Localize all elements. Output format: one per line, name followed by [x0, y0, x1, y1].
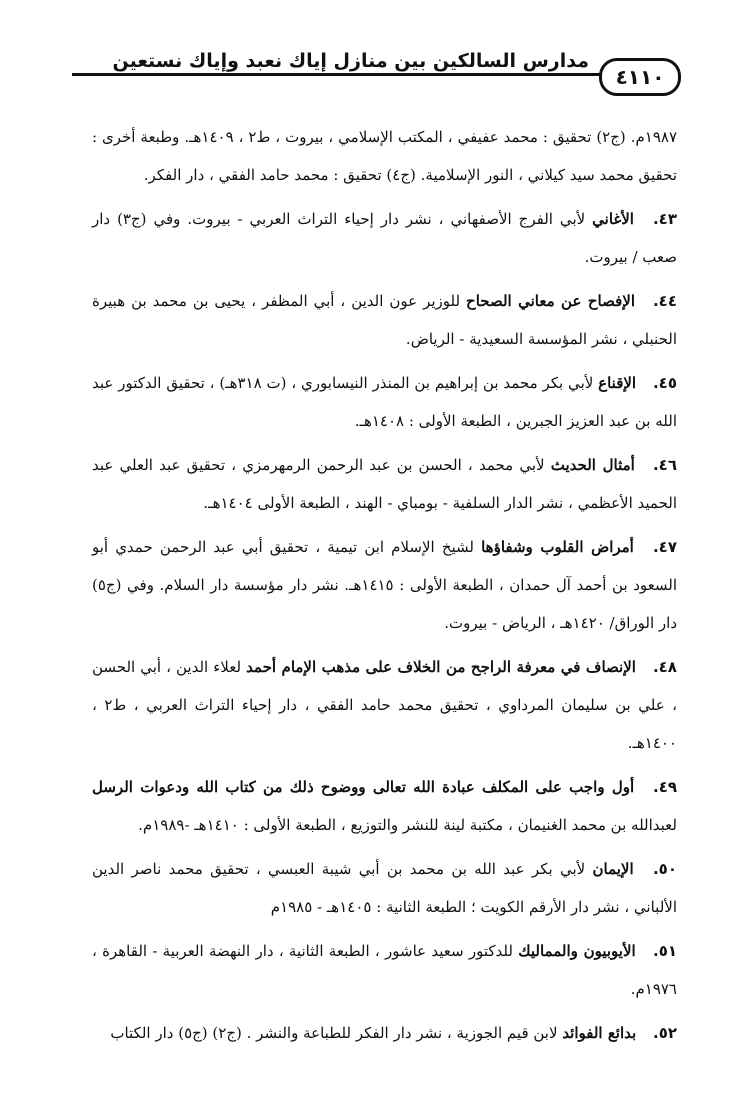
- page-number-badge: ٤١١٠: [599, 58, 681, 96]
- entry-number: ٤٨.: [652, 658, 677, 676]
- entry-title: الإقناع: [598, 374, 637, 392]
- entry-number: ٥١.: [652, 942, 677, 960]
- entry-number: ٤٦.: [652, 456, 677, 474]
- bibliography-entry: [92, 528, 677, 642]
- entry-number: ٤٧.: [652, 538, 677, 556]
- bibliography-entry: [92, 850, 677, 926]
- entry-text: لأبي بكر عبد الله بن محمد بن أبي شيبة العبسي ، تحقيق محمد ناصر الدين الألباني ، نشر دار الأرقم الكويت ؛ الطبعة الثانية : ١٤٠٥هـ - ١٩٨٥م: [92, 860, 677, 916]
- bibliography-entry: [92, 446, 677, 522]
- entry-text: للدكتور سعيد عاشور ، الطبعة الثانية ، دار النهضة العربية - القاهرة ، ١٩٧٦م.: [92, 942, 677, 998]
- entry-text: لأبي الفرج الأصفهاني ، نشر دار إحياء التراث العربي - بيروت. وفي (ج٣) دار صعب / بيروت.: [92, 210, 677, 266]
- entry-text: لشيخ الإسلام ابن تيمية ، تحقيق أبي عبد الرحمن حمدي أبو السعود بن أحمد آل حمدان ، الطبعة الأولى : ١٤١٥هـ. نشر دار مؤسسة دار السلام. وفي (ج٥) دار الوراق/ ١٤٢٠هـ ، الرياض - بيروت.: [92, 538, 677, 632]
- entry-title: الأغاني: [592, 210, 634, 228]
- bibliography-entry: [92, 364, 677, 440]
- entry-title: أمراض القلوب وشفاؤها: [481, 538, 634, 556]
- entry-text: للوزير عون الدين ، أبي المظفر ، يحيى بن محمد بن هبيرة الحنبلي ، نشر المؤسسة السعيدية - الرياض.: [92, 292, 677, 348]
- entry-title: الإنصاف في معرفة الراجح من الخلاف على مذهب الإمام أحمد: [246, 658, 636, 676]
- entry-number: ٥٠.: [652, 860, 677, 878]
- page-header: [72, 40, 681, 96]
- entry-number: ٤٣.: [652, 210, 677, 228]
- entry-number: ٥٢.: [652, 1024, 677, 1042]
- entry-number: ٤٥.: [652, 374, 677, 392]
- entry-text: لعلاء الدين ، أبي الحسن ، علي بن سليمان المرداوي ، تحقيق محمد حامد الفقي ، دار إحياء التراث العربي ، ط٢ ، ١٤٠٠هـ.: [92, 658, 677, 752]
- entry-title: الإفصاح عن معاني الصحاح: [466, 292, 635, 310]
- entry-title: أمثال الحديث: [550, 456, 635, 474]
- entry-title: بدائع الفوائد: [562, 1024, 637, 1042]
- bibliography-entry: [92, 200, 677, 276]
- entry-title: أول واجب على المكلف عبادة الله تعالى ووضوح ذلك من كتاب الله ودعوات الرسل: [92, 778, 635, 796]
- entry-text: لابن قيم الجوزية ، نشر دار الفكر للطباعة والنشر . (ج٢) (ج٥) دار الكتاب: [110, 1024, 558, 1042]
- header-rule: [72, 73, 641, 76]
- entry-number: ٤٩.: [652, 778, 677, 796]
- entry-text: لأبي محمد ، الحسن بن عبد الرحمن الرمهرمزي ، تحقيق عبد العلي عبد الحميد الأعظمي ، نشر الدار السلفية - بومباي - الهند ، الطبعة الأولى ١٤٠٤هـ.: [92, 456, 677, 512]
- bibliography-entry: [92, 648, 677, 762]
- entry-text: لأبي بكر محمد بن إبراهيم بن المنذر النيسابوري ، (ت ٣١٨هـ) ، تحقيق الدكتور عبد الله بن عبد العزيز الجبرين ، الطبعة الأولى : ١٤٠٨هـ.: [92, 374, 677, 430]
- bibliography-entry: [92, 932, 677, 1008]
- entry-text: ١٩٨٧م. (ج٢) تحقيق : محمد عفيفي ، المكتب الإسلامي ، بيروت ، ط٢ ، ١٤٠٩هـ. وطبعة أخرى : تحقيق محمد سيد كيلاني ، النور الإسلامية. (ج٤) تحقيق : محمد حامد الفقي ، دار الفكر.: [92, 128, 678, 184]
- entry-number: ٤٤.: [652, 292, 677, 310]
- entry-title: الأيوبيون والمماليك: [518, 942, 636, 960]
- entry-text: لعبدالله بن محمد الغنيمان ، مكتبة لينة للنشر والتوزيع ، الطبعة الأولى : ١٤١٠هـ -١٩٨٩م.: [138, 816, 677, 834]
- bibliography-list: [92, 118, 677, 1058]
- entry-title: الإيمان: [592, 860, 634, 878]
- bibliography-entry: [92, 1014, 677, 1052]
- bibliography-entry: [92, 768, 677, 844]
- running-title: مدارس السالكين بين منازل إياك نعبد وإياك نستعين: [112, 50, 589, 72]
- bibliography-entry: [92, 282, 677, 358]
- bibliography-entry: [92, 118, 677, 194]
